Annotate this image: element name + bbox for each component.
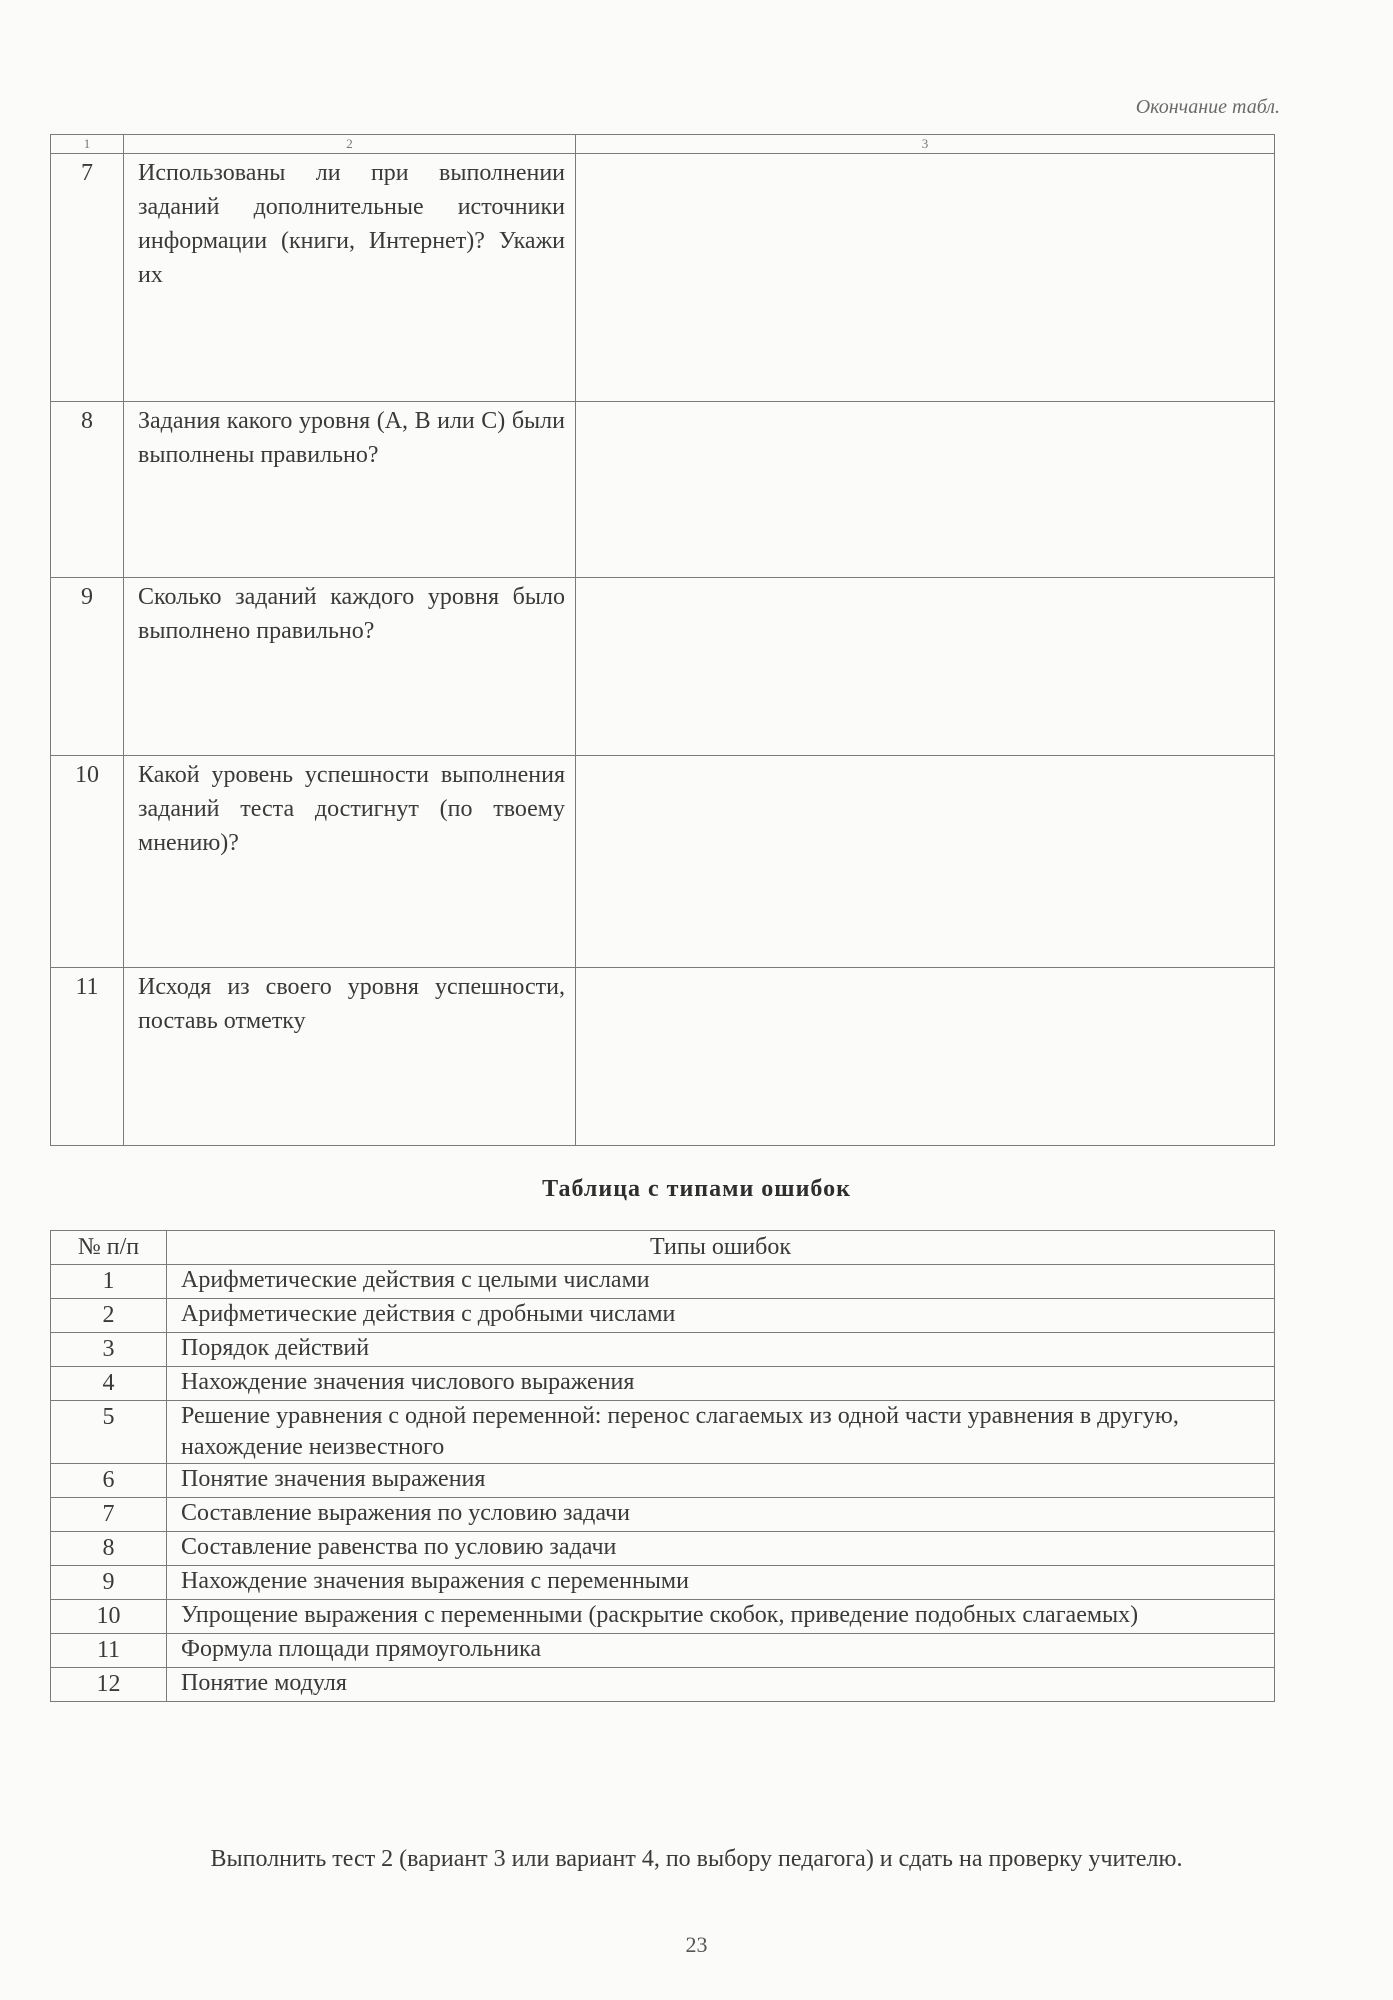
table-row: [51, 402, 1275, 578]
error-types-table: [50, 1230, 1275, 1702]
error-type: Нахождение значения выражения с переменными: [167, 1566, 1275, 1600]
row-number: 12: [51, 1668, 167, 1702]
error-type: Порядок действий: [167, 1333, 1275, 1367]
question-cell: Исходя из своего уровня успешности, поставь отметку: [124, 968, 576, 1146]
row-number: 4: [51, 1367, 167, 1401]
column-header-number: № п/п: [51, 1231, 167, 1265]
table-row: [51, 1668, 1275, 1702]
error-type: Составление равенства по условию задачи: [167, 1532, 1275, 1566]
page-number: 23: [685, 1932, 708, 1957]
row-number: 2: [51, 1299, 167, 1333]
answer-cell[interactable]: [576, 968, 1275, 1146]
row-number: 6: [51, 1464, 167, 1498]
table-row: [51, 1566, 1275, 1600]
running-head: Окончание табл.: [1135, 96, 1280, 118]
table-row: [51, 756, 1275, 968]
error-type: Арифметические действия с целыми числами: [167, 1265, 1275, 1299]
row-number: 9: [51, 1566, 167, 1600]
column-number-1: 1: [51, 135, 124, 154]
error-type: Нахождение значения числового выражения: [167, 1367, 1275, 1401]
row-number: 7: [51, 154, 124, 402]
row-number: 7: [51, 1498, 167, 1532]
row-number: 5: [51, 1401, 167, 1464]
error-type: Формула площади прямоугольника: [167, 1634, 1275, 1668]
answer-cell[interactable]: [576, 402, 1275, 578]
table-header-row: [51, 135, 1275, 154]
table-row: [51, 1464, 1275, 1498]
row-number: 8: [51, 402, 124, 578]
assignment-instruction: Выполнить тест 2 (вариант 3 или вариант 4, по выбору педагога) и сдать на проверку учителю.: [210, 1846, 1183, 1872]
error-type: Понятие значения выражения: [167, 1464, 1275, 1498]
table-row: [51, 1333, 1275, 1367]
error-type: Упрощение выражения с переменными (раскрытие скобок, приведение подобных слагаемых): [167, 1600, 1275, 1634]
row-number: 11: [51, 968, 124, 1146]
row-number: 10: [51, 1600, 167, 1634]
table-row: [51, 1498, 1275, 1532]
table-row: [51, 1299, 1275, 1333]
answer-cell[interactable]: [576, 756, 1275, 968]
row-number: 11: [51, 1634, 167, 1668]
table-header-row: [51, 1231, 1275, 1265]
error-types-table-title: Таблица с типами ошибок: [542, 1176, 851, 1202]
table-row: [51, 1532, 1275, 1566]
error-type: Арифметические действия с дробными числами: [167, 1299, 1275, 1333]
column-header-type: Типы ошибок: [167, 1231, 1275, 1265]
error-type: Составление выражения по условию задачи: [167, 1498, 1275, 1532]
table-row: [51, 578, 1275, 756]
column-number-2: 2: [124, 135, 576, 154]
row-number: 9: [51, 578, 124, 756]
row-number: 10: [51, 756, 124, 968]
answer-cell[interactable]: [576, 578, 1275, 756]
table-row: [51, 1401, 1275, 1464]
table-row: [51, 968, 1275, 1146]
self-assessment-table: [50, 134, 1275, 1146]
table-row: [51, 1600, 1275, 1634]
table-row: [51, 1265, 1275, 1299]
row-number: 3: [51, 1333, 167, 1367]
answer-cell[interactable]: [576, 154, 1275, 402]
question-cell: Задания какого уровня (А, В или С) были выполнены правильно?: [124, 402, 576, 578]
row-number: 8: [51, 1532, 167, 1566]
error-type: Понятие модуля: [167, 1668, 1275, 1702]
table-row: [51, 1367, 1275, 1401]
question-cell: Использованы ли при выполнении заданий дополнительные источники информации (книги, Интернет)? Укажи их: [124, 154, 576, 402]
row-number: 1: [51, 1265, 167, 1299]
table-row: [51, 154, 1275, 402]
question-cell: Какой уровень успешности выполнения заданий теста достигнут (по твоему мнению)?: [124, 756, 576, 968]
table-row: [51, 1634, 1275, 1668]
error-type: Решение уравнения с одной переменной: перенос слагаемых из одной части уравнения в другую, нахождение неизвестного: [167, 1401, 1275, 1464]
question-cell: Сколько заданий каждого уровня было выполнено правильно?: [124, 578, 576, 756]
column-number-3: 3: [576, 135, 1275, 154]
